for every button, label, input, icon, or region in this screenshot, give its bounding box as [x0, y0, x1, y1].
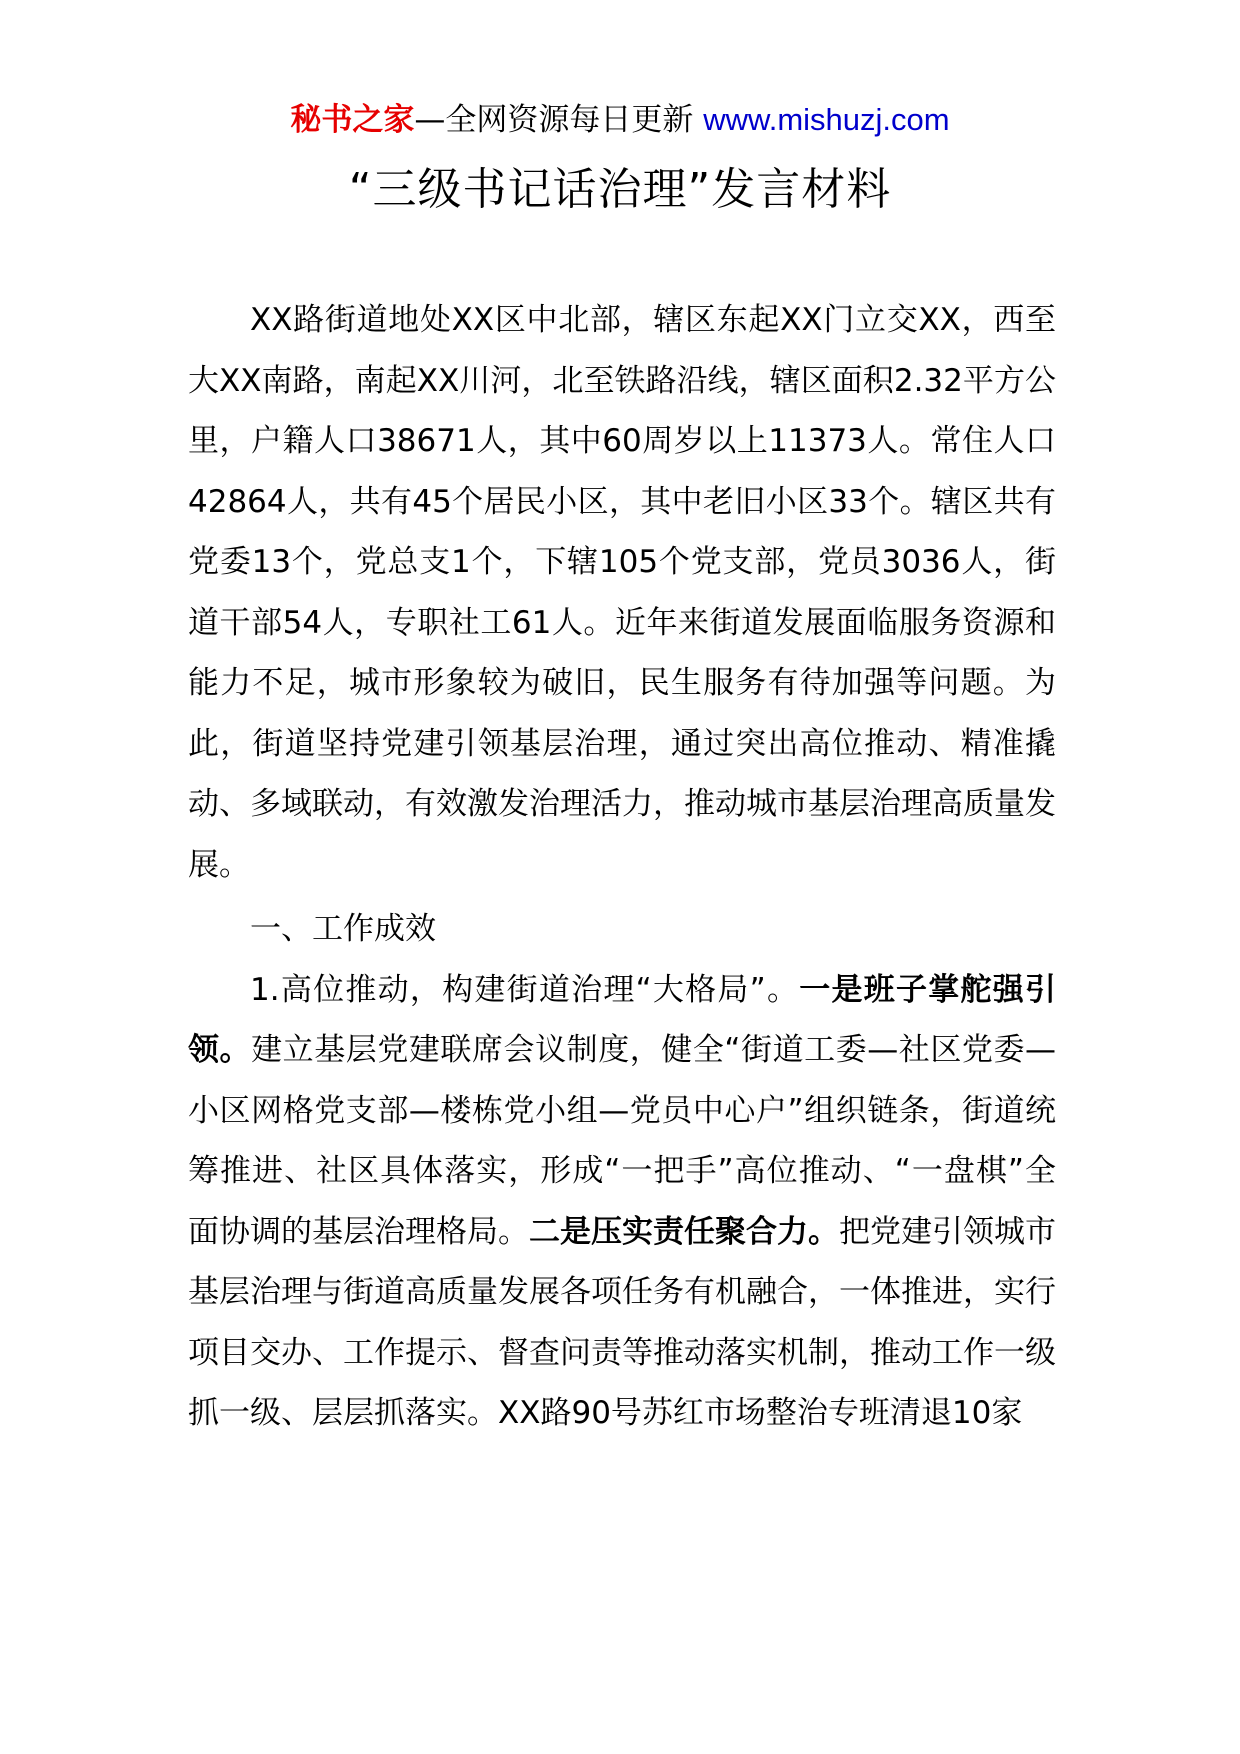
item-1-point-1-text: 建立基层党建联席会议制度，健全“街道工委—社区党委—小区网格党支部—楼栋党小组—党员中心户”组织链条，街道统筹推进、社区具体落实，形成“一把手”高位推动、“一盘棋”全面协调的基层治理格局。 [188, 1032, 1056, 1250]
item-1-lead: 1.高位推动，构建街道治理“大格局”。 [250, 971, 800, 1008]
item-1-point-2-heading: 二是压实责任聚合力。 [529, 1213, 839, 1250]
item-1-point-2-text: 把党建引领城市基层治理与街道高质量发展各项任务有机融合，一体推进，实行项目交办、工作提示、督查问责等推动落实机制，推动工作一级抓一级、层层抓落实。XX路90号苏红市场整治专班清退10家 [188, 1213, 1056, 1431]
site-url-link[interactable]: www.mishuzj.com [703, 102, 950, 137]
site-tagline: —全网资源每日更新 [414, 102, 704, 138]
document-title: “三级书记话治理”发言材料 [348, 164, 892, 215]
site-brand: 秘书之家 [290, 102, 415, 138]
section-heading: 一、工作成效 [250, 911, 436, 947]
intro-paragraph: XX路街道地处XX区中北部，辖区东起XX门立交XX，西至大XX南路，南起XX川河，北至铁路沿线，辖区面积2.32平方公里，户籍人口38671人，其中60周岁以上11373人。常住人口42864人，共有45个居民小区，其中老旧小区33个。辖区共有党委13个，党总支1个，下辖105个党支部，党员3036人，街道干部54人，专职社工61人。近年来街道发展面临服务资源和能力不足，城市形象较为破旧，民生服务有待加强等问题。为此，街道坚持党建引领基层治理，通过突出高位推动、精准撬动、多域联动，有效激发治理活力，推动城市基层治理高质量发展。 [188, 302, 1056, 883]
item-1-point-1-heading: 一是班子掌舵强引领。 [188, 971, 1056, 1068]
site-header [0, 100, 1240, 140]
document-body [188, 290, 1056, 1444]
item-1-paragraph [188, 960, 1056, 1444]
